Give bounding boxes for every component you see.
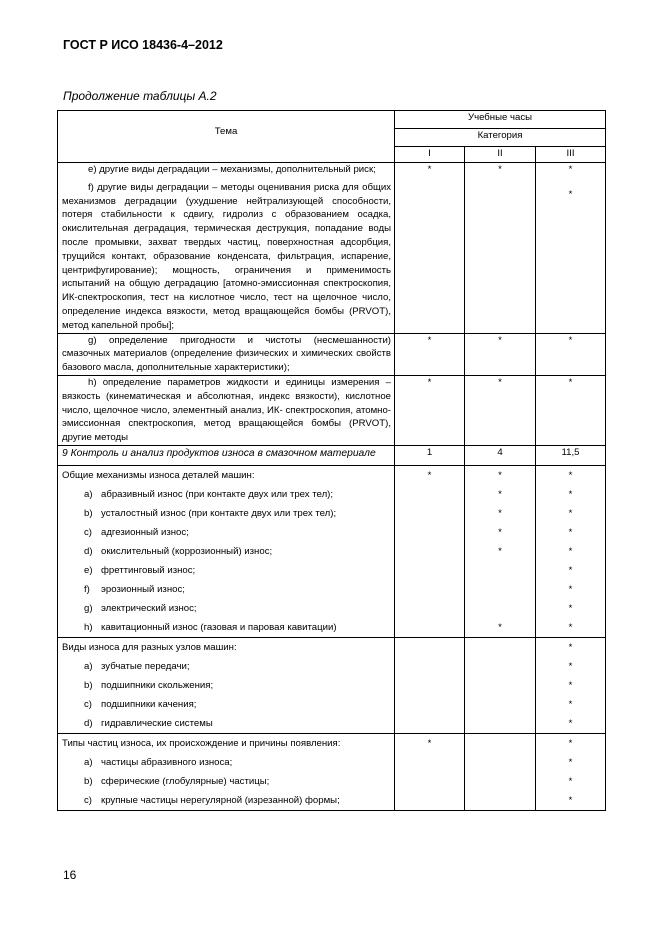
mark xyxy=(395,485,464,504)
topic-cell xyxy=(58,465,395,637)
mark xyxy=(465,638,535,657)
list-item xyxy=(62,599,391,618)
item-letter: h) xyxy=(84,621,93,633)
hours-column-header: Учебные часы xyxy=(395,111,606,129)
section-title: 9 Контроль и анализ продуктов износа в смазочном материале xyxy=(62,447,376,459)
mark: * xyxy=(498,545,502,557)
list-item xyxy=(62,695,391,714)
section-row xyxy=(58,445,606,465)
item-letter: d) xyxy=(84,545,93,557)
mark: * xyxy=(568,621,573,633)
mark: * xyxy=(568,564,573,576)
topic-cell xyxy=(58,733,395,810)
topic-cell xyxy=(58,637,395,733)
document-header: ГОСТ Р ИСО 18436-4–2012 xyxy=(63,38,223,52)
table-row xyxy=(58,465,606,637)
mark xyxy=(465,734,535,753)
group-heading: Общие механизмы износа деталей машин: xyxy=(62,469,255,481)
item-text: окислительный (коррозионный) износ; xyxy=(101,545,273,557)
item-text: кавитационный износ (газовая и паровая кавитации) xyxy=(101,621,337,633)
topic-text: f) другие виды деградации – методы оценивания риска для общих механизмов деградации (ухудшение нейтрализующей способности, потеря стабильности к сдвигу, гидролиз с образованием осадка, окислительная деградация, термическая деструкция, попадание воды после промывки, захват твердых частиц, поверхностная адсорбция, трущийся контакт, образование конденсата, фильтрация, испарение, центрифугирование); мощность, ограничения и применимость испытаний на общую деградацию [атомно-эмиссионная спектроскопия, ИК-спектроскопия, тест на кислотное число, тест на щелочное число, определение индекса вязкости, метод вращающейся бомбы (PRVOT), метод капельной пробы]; xyxy=(62,181,391,331)
mark: * xyxy=(498,488,502,500)
mark xyxy=(395,599,464,618)
table-row xyxy=(58,333,606,375)
item-text: частицы абразивного износа; xyxy=(101,756,233,768)
item-letter: c) xyxy=(84,526,92,538)
group-heading: Типы частиц износа, их происхождение и причины появления: xyxy=(62,737,341,749)
category-i-hours: 1 xyxy=(395,445,465,465)
mark xyxy=(465,561,535,580)
list-item xyxy=(62,580,391,599)
mark xyxy=(465,599,535,618)
item-letter: b) xyxy=(84,507,93,519)
item-letter: a) xyxy=(84,488,93,500)
mark: * xyxy=(568,545,573,557)
item-text: гидравлические системы xyxy=(101,717,213,729)
category-iii-mark: * xyxy=(568,164,573,175)
mark: * xyxy=(498,469,502,481)
mark: * xyxy=(568,717,573,729)
category-iii-hours: 11,5 xyxy=(536,445,606,465)
item-letter: b) xyxy=(84,679,93,691)
item-text: адгезионный износ; xyxy=(101,526,189,538)
category-ii-cell xyxy=(465,465,536,637)
topic-text: е) другие виды деградации – механизмы, дополнительный риск; xyxy=(88,164,376,175)
list-item xyxy=(62,772,391,791)
mark: * xyxy=(498,526,502,538)
mark: * xyxy=(498,621,502,633)
list-item xyxy=(62,618,391,637)
category-i-cell: * xyxy=(395,375,465,445)
category-iii-mark: * xyxy=(568,188,573,200)
topic-cell xyxy=(58,163,395,334)
mark: * xyxy=(427,469,432,481)
list-item xyxy=(62,542,391,561)
mark xyxy=(395,542,464,561)
item-text: подшипники качения; xyxy=(101,698,197,710)
item-text: эрозионный износ; xyxy=(101,583,185,595)
table-row xyxy=(58,733,606,810)
list-item xyxy=(62,657,391,676)
mark: * xyxy=(568,583,573,595)
category-iii-cell: * xyxy=(536,333,606,375)
group-heading: Виды износа для разных узлов машин: xyxy=(62,641,237,653)
item-text: крупные частицы нерегулярной (изрезанной) формы; xyxy=(101,794,340,806)
item-text: фреттинговый износ; xyxy=(101,564,196,576)
table-caption: Продолжение таблицы А.2 xyxy=(63,89,217,103)
page-number: 16 xyxy=(63,868,77,882)
mark: * xyxy=(568,660,573,672)
mark xyxy=(395,504,464,523)
category-ii-cell xyxy=(465,637,536,733)
topic-text: h) определение параметров жидкости и единицы измерения – вязкость (кинематическая и абсолютная, индекс вязкости), кислотное число, щелочное число, элементный анализ, ИК- спектроскопия, атомно-эмиссионная спектроскопия, метод вращающейся бомбы (PRVOT), другие методы xyxy=(62,376,391,444)
category-iii-cell: * xyxy=(536,375,606,445)
mark xyxy=(395,561,464,580)
category-iii-cell xyxy=(536,163,606,334)
table-row xyxy=(58,637,606,733)
mark: * xyxy=(568,698,573,710)
item-text: абразивный износ (при контакте двух или трех тел); xyxy=(101,488,334,500)
category-ii-cell: * xyxy=(465,163,536,334)
category-ii-cell: * xyxy=(465,375,536,445)
category-i-header: I xyxy=(395,147,465,163)
item-text: сферические (глобулярные) частицы; xyxy=(101,775,270,787)
mark xyxy=(465,580,535,599)
category-iii-header: III xyxy=(536,147,606,163)
topic-text: g) определение пригодности и чистоты (несмешанности) смазочных материалов (определение физических и химических свойств базового масла, дополнительные характеристики); xyxy=(62,334,391,374)
mark: * xyxy=(568,507,573,519)
table-row xyxy=(58,375,606,445)
table-row xyxy=(58,163,606,334)
category-ii-header: II xyxy=(465,147,536,163)
list-item xyxy=(62,485,391,504)
category-i-cell xyxy=(395,733,465,810)
topic-cell xyxy=(58,333,395,375)
category-iii-cell xyxy=(536,637,606,733)
category-i-cell: * xyxy=(395,163,465,334)
list-item xyxy=(62,561,391,580)
mark: * xyxy=(568,469,573,481)
list-item xyxy=(62,753,391,772)
mark: * xyxy=(498,507,502,519)
item-letter: g) xyxy=(84,602,93,614)
category-i-cell: * xyxy=(395,333,465,375)
mark: * xyxy=(568,679,573,691)
item-letter: b) xyxy=(84,775,93,787)
list-item xyxy=(62,714,391,733)
mark: * xyxy=(568,641,573,653)
list-item xyxy=(62,791,391,810)
item-letter: d) xyxy=(84,717,93,729)
item-letter: c) xyxy=(84,794,92,806)
section-title-cell xyxy=(58,445,395,465)
mark: * xyxy=(568,526,573,538)
item-letter: f) xyxy=(84,583,90,595)
category-i-cell xyxy=(395,637,465,733)
mark xyxy=(395,523,464,542)
mark: * xyxy=(568,756,573,768)
list-item xyxy=(62,523,391,542)
item-letter: a) xyxy=(84,756,93,768)
list-item xyxy=(62,676,391,695)
mark xyxy=(395,638,464,657)
topic-cell xyxy=(58,375,395,445)
list-item xyxy=(62,504,391,523)
category-ii-cell: * xyxy=(465,333,536,375)
category-ii-cell xyxy=(465,733,536,810)
mark: * xyxy=(568,794,573,806)
mark: * xyxy=(568,775,573,787)
item-text: электрический износ; xyxy=(101,602,197,614)
mark: * xyxy=(568,488,573,500)
category-i-cell xyxy=(395,465,465,637)
category-ii-hours: 4 xyxy=(465,445,536,465)
mark: * xyxy=(568,602,573,614)
mark xyxy=(395,580,464,599)
mark: * xyxy=(568,737,573,749)
item-text: зубчатые передачи; xyxy=(101,660,190,672)
item-letter: e) xyxy=(84,564,93,576)
item-text: усталостный износ (при контакте двух или трех тел); xyxy=(101,507,337,519)
item-letter: c) xyxy=(84,698,92,710)
category-iii-cell xyxy=(536,733,606,810)
category-column-header: Категория xyxy=(395,129,606,147)
mark: * xyxy=(427,737,432,749)
category-iii-cell xyxy=(536,465,606,637)
item-letter: a) xyxy=(84,660,93,672)
item-text: подшипники скольжения; xyxy=(101,679,214,691)
topic-column-header: Тема xyxy=(58,111,395,163)
mark xyxy=(395,618,464,637)
training-hours-table xyxy=(57,110,606,811)
